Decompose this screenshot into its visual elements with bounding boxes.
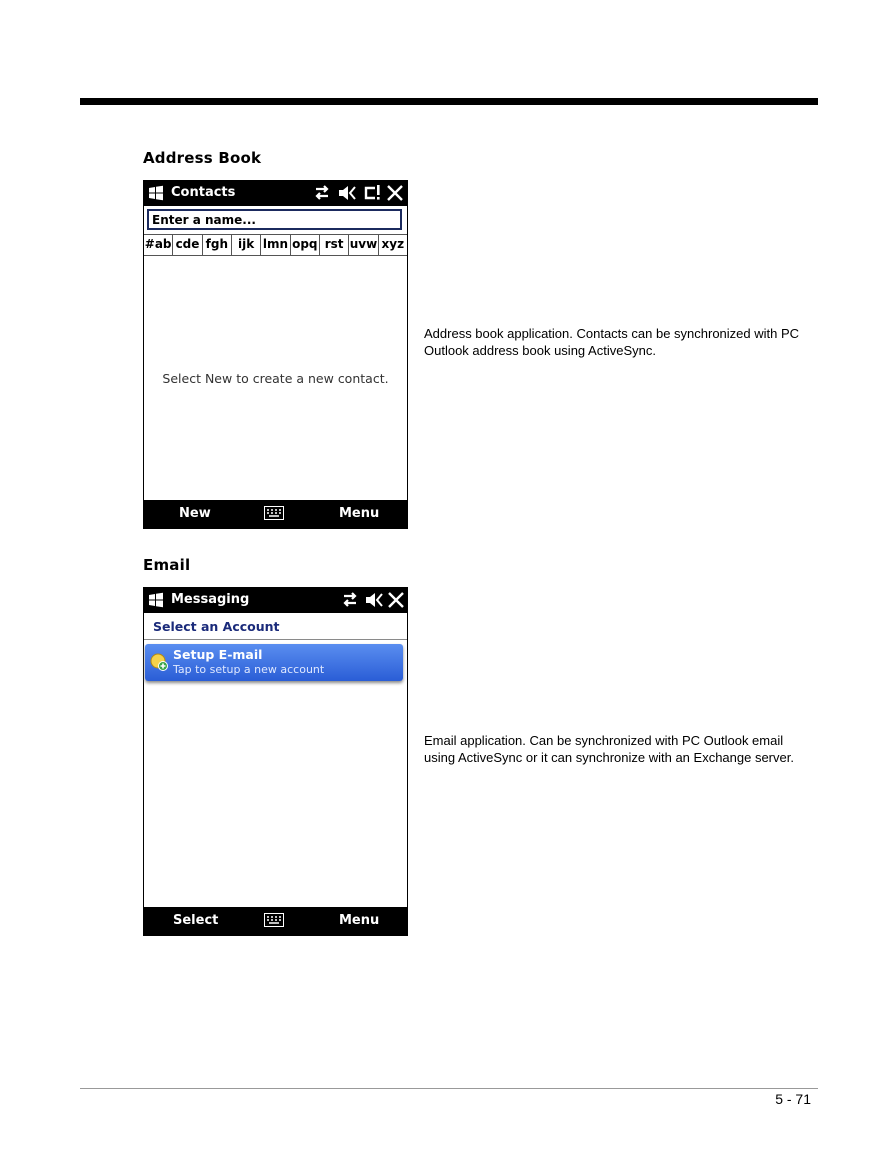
contacts-softkey-bar: [144, 500, 407, 528]
windows-start-icon[interactable]: [148, 592, 164, 608]
alpha-group-tab[interactable]: cde: [173, 235, 202, 255]
alpha-group-tab[interactable]: lmn: [261, 235, 290, 255]
alpha-group-tab[interactable]: uvw: [349, 235, 378, 255]
contacts-screenshot: [143, 180, 408, 529]
messaging-title: Messaging: [171, 592, 250, 607]
alpha-group-tab[interactable]: ijk: [232, 235, 261, 255]
new-softkey[interactable]: New: [179, 506, 211, 521]
volume-icon[interactable]: [364, 590, 384, 610]
alphabet-filter-bar: [144, 234, 407, 256]
alpha-group-tab[interactable]: xyz: [381, 237, 405, 251]
contacts-menu-softkey[interactable]: Menu: [339, 506, 380, 521]
messaging-titlebar: [144, 588, 407, 613]
connectivity-icon[interactable]: [312, 183, 332, 203]
setup-email-label: Setup E-mail: [173, 647, 263, 662]
volume-icon[interactable]: [337, 183, 357, 203]
select-softkey[interactable]: Select: [173, 913, 219, 928]
alpha-group-tab[interactable]: rst: [320, 235, 349, 255]
alpha-group-tab[interactable]: fgh: [203, 235, 232, 255]
contacts-titlebar: [144, 181, 407, 206]
contacts-title: Contacts: [171, 185, 236, 200]
alpha-group-tab[interactable]: opq: [291, 235, 320, 255]
footer-rule: [80, 1088, 818, 1089]
page-number: 5 - 71: [775, 1091, 811, 1107]
messaging-screenshot: [143, 587, 408, 936]
close-icon[interactable]: [386, 183, 404, 203]
address-book-description: Address book application. Contacts can be synchronized with PC Outlook address book using ActiveSync.: [424, 326, 800, 358]
contact-search-input[interactable]: Enter a name...: [147, 209, 402, 230]
setup-email-item[interactable]: [145, 644, 403, 681]
keyboard-icon[interactable]: [264, 913, 284, 927]
messaging-softkey-bar: [144, 907, 407, 935]
keyboard-icon[interactable]: [264, 506, 284, 520]
close-icon[interactable]: [387, 590, 405, 610]
email-description: Email application. Can be synchronized with PC Outlook email using ActiveSync or it can synchronize with an Exchange server.: [424, 733, 794, 765]
connectivity-icon[interactable]: [340, 590, 360, 610]
select-account-heading: Select an Account: [153, 619, 280, 634]
alpha-group-tab[interactable]: #ab: [144, 235, 173, 255]
windows-start-icon[interactable]: [148, 185, 164, 201]
empty-contacts-message: Select New to create a new contact.: [162, 371, 389, 386]
address-book-heading: Address Book: [143, 149, 262, 167]
messaging-menu-softkey[interactable]: Menu: [339, 913, 380, 928]
top-rule: [80, 98, 818, 105]
email-heading: Email: [143, 556, 191, 574]
setup-email-subtitle: Tap to setup a new account: [173, 663, 325, 676]
list-divider: [144, 639, 407, 640]
mail-account-icon: [150, 653, 168, 671]
notification-icon[interactable]: [362, 183, 382, 203]
